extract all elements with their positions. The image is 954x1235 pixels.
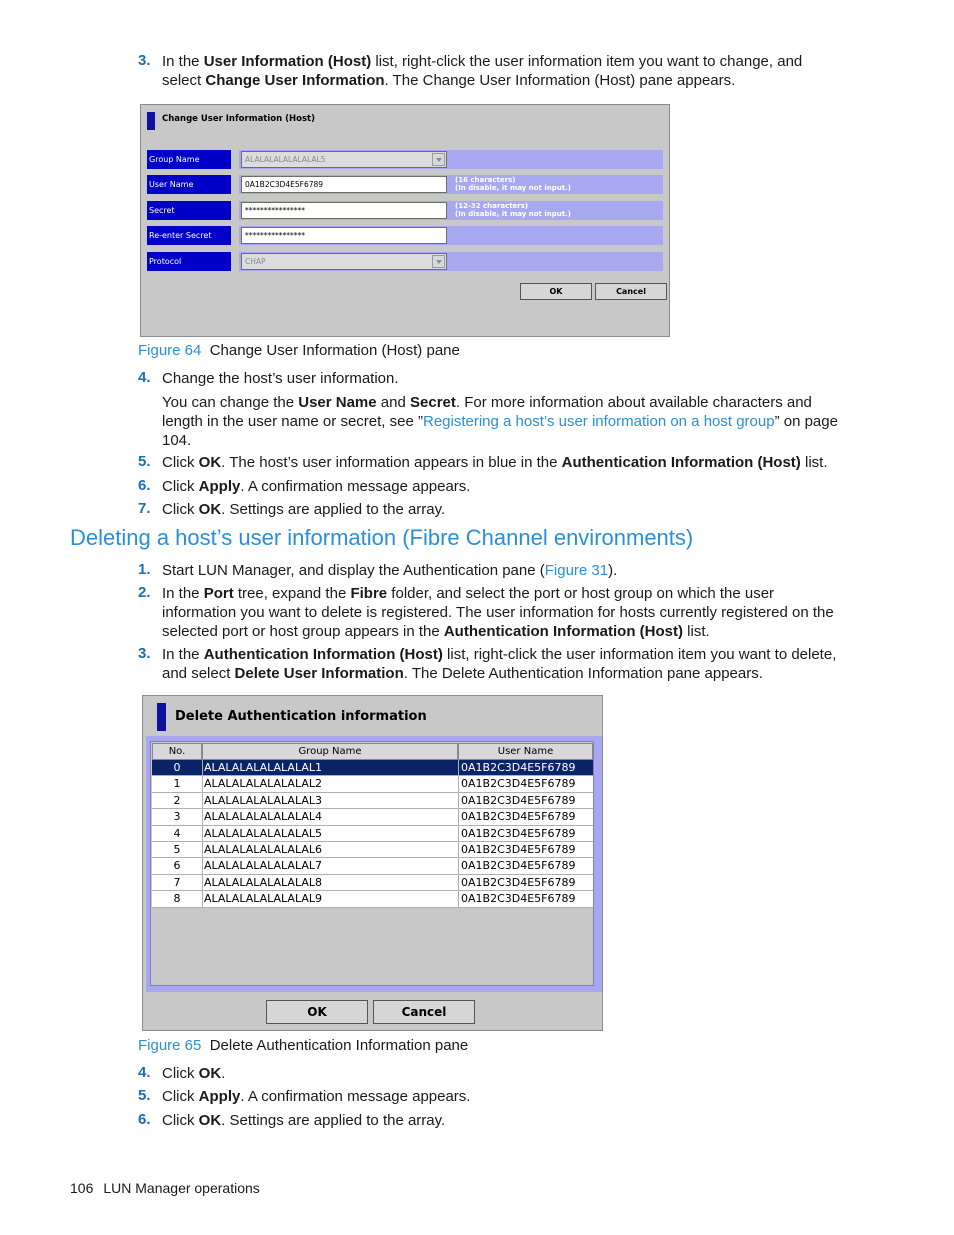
pane-title: Change User Information (Host) (162, 114, 315, 124)
step-text: In the Port tree, expand the Fibre folder, and select the port or host group on which the user information you want to delete is registered. The user information for hosts currently registered on the selected port or host group appears in the Authentication Information (Host) list. (162, 585, 834, 640)
chevron-down-icon[interactable] (432, 255, 445, 268)
cell-no: 0 (173, 761, 181, 774)
step-text: Change the host’s user information. (162, 370, 399, 387)
step-text: Click OK. Settings are applied to the array. (162, 1112, 446, 1129)
field-label: User Name (147, 175, 231, 194)
group-name-select[interactable]: ALALALALALALALAL5 (241, 151, 447, 168)
step-text: In the Authentication Information (Host) list, right-click the user information item you want to delete, and select Delete User Information. The Delete Authentication Information pane appears. (162, 646, 837, 682)
cell-user-name: 0A1B2C3D4E5F6789 (461, 826, 576, 840)
cell-group-name: ALALALALALALALAL4 (204, 810, 322, 824)
cell-group-name: ALALALALALALALAL2 (204, 777, 322, 791)
step-text: In the User Information (Host) list, right-click the user information item you want to change, and select Change User Information. The Change User Information (Host) pane appears. (162, 53, 803, 89)
table-row[interactable] (152, 842, 593, 858)
page-footer (70, 1180, 260, 1196)
cell-user-name: 0A1B2C3D4E5F6789 (461, 761, 576, 774)
cell-group-name: ALALALALALALALAL9 (204, 892, 322, 906)
table-row[interactable] (152, 760, 593, 776)
user-name-row (147, 175, 663, 194)
step-number: 6. (138, 1111, 151, 1128)
table-row[interactable] (152, 793, 593, 809)
step-number: 6. (138, 477, 151, 494)
user-name-input[interactable]: 0A1B2C3D4E5F6789 (241, 176, 447, 193)
table-body (152, 760, 593, 908)
title-bar-marker (157, 703, 166, 731)
protocol-row (147, 252, 663, 271)
field-hint: (16 characters) (In disable, it may not input.) (455, 176, 571, 192)
table-row[interactable] (152, 875, 593, 891)
cell-user-name: 0A1B2C3D4E5F6789 (461, 859, 576, 873)
step-number: 3. (138, 52, 151, 69)
field-label: Re-enter Secret (147, 226, 231, 245)
step-text: Click Apply. A confirmation message appears. (162, 478, 471, 495)
ok-button[interactable]: OK (266, 1000, 368, 1024)
cell-group-name: ALALALALALALALAL6 (204, 842, 322, 856)
group-name-row (147, 150, 663, 169)
cell-group-name: ALALALALALALALAL7 (204, 859, 322, 873)
cell-user-name: 0A1B2C3D4E5F6789 (461, 892, 576, 906)
authentication-table[interactable] (150, 741, 594, 986)
table-row[interactable] (152, 826, 593, 842)
cell-group-name: ALALALALALALALAL5 (204, 826, 322, 840)
step-number: 5. (138, 1087, 151, 1104)
step-text: Click OK. The host’s user information appears in blue in the Authentication Information (Host) list. (162, 454, 828, 471)
cell-no: 5 (173, 842, 181, 856)
registering-user-info-link[interactable]: Registering a host’s user information on a host group (422, 413, 775, 430)
table-row[interactable] (152, 858, 593, 874)
cell-user-name: 0A1B2C3D4E5F6789 (461, 777, 576, 791)
change-user-information-pane (140, 104, 670, 337)
column-header-no[interactable]: No. (152, 743, 202, 760)
table-row[interactable] (152, 891, 593, 907)
cell-no: 7 (173, 875, 181, 889)
cancel-button[interactable]: Cancel (373, 1000, 475, 1024)
cell-group-name: ALALALALALALALAL1 (204, 761, 322, 774)
step-text: Click OK. (162, 1065, 226, 1082)
cell-no: 2 (173, 793, 181, 807)
column-header-group-name[interactable]: Group Name (202, 743, 458, 760)
cell-no: 6 (173, 859, 181, 873)
step-number: 4. (138, 1064, 151, 1081)
chevron-down-icon[interactable] (432, 153, 445, 166)
cell-user-name: 0A1B2C3D4E5F6789 (461, 875, 576, 889)
title-bar-marker (147, 112, 155, 130)
cell-group-name: ALALALALALALALAL3 (204, 793, 322, 807)
cell-user-name: 0A1B2C3D4E5F6789 (461, 810, 576, 824)
table-row[interactable] (152, 809, 593, 825)
column-divider (458, 760, 459, 908)
column-divider (202, 760, 203, 908)
field-label: Group Name (147, 150, 231, 169)
section-heading: Deleting a host’s user information (Fibre Channel environments) (70, 525, 694, 550)
field-label: Protocol (147, 252, 231, 271)
secret-input[interactable]: **************** (241, 202, 447, 219)
step-number: 2. (138, 584, 151, 601)
delete-authentication-pane (142, 695, 603, 1031)
table-frame (146, 736, 602, 992)
cell-user-name: 0A1B2C3D4E5F6789 (461, 793, 576, 807)
cancel-button[interactable]: Cancel (595, 283, 667, 300)
step-number: 3. (138, 645, 151, 662)
step-number: 4. (138, 369, 151, 386)
step-text: Click OK. Settings are applied to the array. (162, 501, 446, 518)
cell-no: 1 (173, 777, 181, 791)
field-hint: (12-32 characters) (In disable, it may not input.) (455, 202, 571, 218)
re-enter-secret-row (147, 226, 663, 245)
ok-button[interactable]: OK (520, 283, 592, 300)
re-enter-secret-input[interactable]: **************** (241, 227, 447, 244)
cell-group-name: ALALALALALALALAL8 (204, 875, 322, 889)
table-row[interactable] (152, 776, 593, 792)
step-number: 5. (138, 453, 151, 470)
step-number: 7. (138, 500, 151, 517)
cell-no: 8 (173, 892, 181, 906)
cell-user-name: 0A1B2C3D4E5F6789 (461, 842, 576, 856)
step-text: Click Apply. A confirmation message appears. (162, 1088, 471, 1105)
page-number: 106 (70, 1180, 94, 1196)
field-label: Secret (147, 201, 231, 220)
cell-no: 4 (173, 826, 181, 840)
figure-64-caption: Figure 64 Change User Information (Host) pane (138, 342, 460, 359)
figure-31-link[interactable]: Figure 31 (544, 562, 609, 579)
figure-65-caption: Figure 65 Delete Authentication Information pane (138, 1037, 469, 1054)
cell-no: 3 (173, 810, 181, 824)
pane-title: Delete Authentication information (175, 709, 427, 724)
footer-section: LUN Manager operations (103, 1180, 260, 1196)
step-text: Start LUN Manager, and display the Authentication pane (Figure 31). (162, 562, 618, 579)
secret-row (147, 201, 663, 220)
step-number: 1. (138, 561, 151, 578)
protocol-select[interactable]: CHAP (241, 253, 447, 270)
step-4-detail: You can change the User Name and Secret. For more information about available characters and length in the user name or secret, see ”Registering a host’s user information on a host group” on page 104. (162, 394, 838, 449)
column-header-user-name[interactable]: User Name (458, 743, 593, 760)
